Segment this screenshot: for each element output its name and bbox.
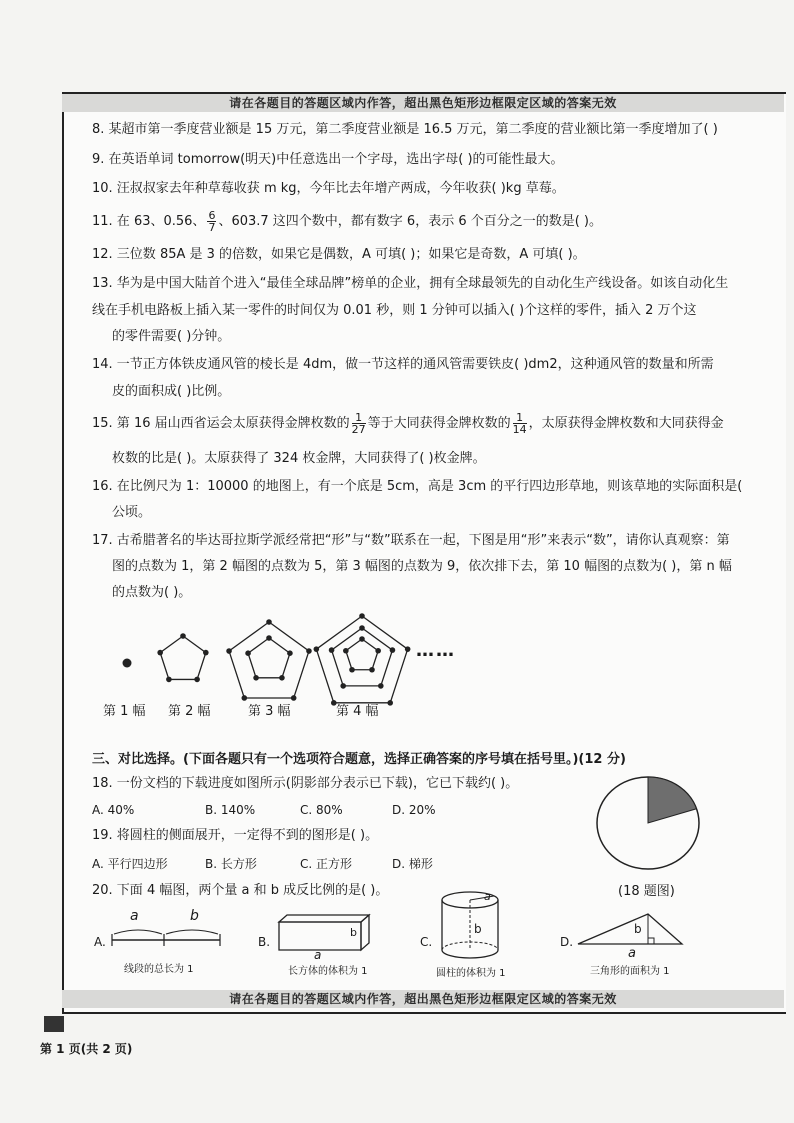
q20-b-label-b: b [350,926,357,939]
q20-figure-c-cylinder [438,890,504,962]
q20-a-label-a: a [130,908,139,924]
figure-1-dot [123,659,132,668]
question-19: 19. 将圆柱的侧面展开，一定得不到的图形是( )。 [92,828,379,843]
q20-d-label-b: b [634,922,642,936]
q20-figure-d-triangle [576,912,686,948]
q20-option-c: C. [420,935,433,949]
q20-c-label-b: b [474,922,482,936]
question-17-line-1: 17. 古希腊著名的毕达哥拉斯学派经常把“形”与“数”联系在一起，下图是用“形”来表示“数”，请你认真观察：第 [92,533,730,548]
download-pie-chart [594,778,702,872]
question-9: 9. 在英语单词 tomorrow(明天)中任意选出一个字母，选出字母( )的可能性最大。 [92,152,564,167]
figure-4-outer-pentagon-dot [314,646,320,652]
figure-3-outer-pentagon-dot [226,648,232,654]
figure-3-inner-pentagon-dot [287,650,293,656]
figure-3-inner-pentagon-dot [266,635,272,641]
figure-4-inner-pentagon-dot [369,667,375,673]
figure-3-outer-pentagon [229,622,309,698]
q19-option-b: B. 长方形 [205,857,257,871]
figure-4-inner-pentagon-dot [359,636,365,642]
question-15-line-1: 15. 第 16 届山西省运会太原获得金牌枚数的 $\frac{1}{27}$ 等于大同获得金牌枚数的 $\frac{1}{14}$ ，太原获得金牌枚数和大同获得金 [92,411,724,436]
question-14-line-1: 14. 一节正方体铁皮通风管的棱长是 4dm，做一节这样的通风管需要铁皮( )dm2，这种通风管的数量和所需 [92,357,714,372]
fraction-1-14: $\frac{1}{14}$ [512,411,527,436]
question-13-line-1: 13. 华为是中国大陆首个进入“最佳全球品牌”榜单的企业，拥有全球最领先的自动化生产线设备。如该自动化生 [92,276,729,291]
q18-option-a: A. 40% [92,803,135,817]
figure-4-inner-pentagon-dot [375,648,381,654]
question-18: 18. 一份文档的下载进度如图所示(阴影部分表示已下载)，它已下载约( )。 [92,776,519,791]
figure-3-inner-pentagon-dot [253,675,259,681]
figure-2-pentagon-dot [203,650,209,656]
figure-4-inner-pentagon [346,639,378,670]
question-16-line-2: 公顷。 [112,505,152,520]
fraction-1-27: $\frac{1}{27}$ [351,411,366,436]
figure-2-pentagon-dot [194,677,200,683]
footer-notice: 请在各题目的答题区域内作答，超出黑色矩形边框限定区域的答案无效 [62,990,784,1008]
figure-4-outer-pentagon-dot [359,613,365,619]
q20-figure-b-cuboid [275,912,375,952]
q19-option-c: C. 正方形 [300,857,353,871]
ellipsis: …… [416,640,456,661]
figure-3-inner-pentagon [248,638,290,678]
figure-4-middle-pentagon-dot [390,647,396,653]
question-13-line-2: 线在手机电路板上插入某一零件的时间仅为 0.01 秒，则 1 分钟可以插入( )个这样的零件，插入 2 万个这 [92,303,697,318]
figure-3-outer-pentagon-dot [291,695,297,701]
figure-4-outer-pentagon-dot [387,700,393,706]
figure-3-outer-pentagon-dot [242,695,248,701]
figure-3-inner-pentagon-dot [279,675,285,681]
pentagon-group [160,616,407,703]
question-16-line-1: 16. 在比例尺为 1：10000 的地图上，有一个底是 5cm，高是 3cm 的平行四边形草地，则该草地的实际面积是( [92,479,743,494]
page-number: 第 1 页(共 2 页) [40,1042,133,1056]
figure-4-middle-pentagon-dot [359,625,365,631]
q20-caption-b: 长方体的体积为 1 [288,966,368,977]
q19-option-d: D. 梯形 [392,857,433,871]
question-12: 12. 三位数 85A 是 3 的倍数，如果它是偶数，A 可填( )；如果它是奇数，A 可填( )。 [92,247,586,262]
figure-3-outer-pentagon-dot [306,648,312,654]
figure-label-3: 第 3 幅 [248,704,291,719]
q19-option-a: A. 平行四边形 [92,857,168,871]
figure-label-2: 第 2 幅 [168,704,211,719]
figure-4-middle-pentagon-dot [340,683,346,689]
q20-option-a: A. [94,935,106,949]
q20-c-label-a: a [484,890,491,903]
q20-option-b: B. [258,935,271,949]
figure-label-1: 第 1 幅 [103,704,146,719]
figure-4-inner-pentagon-dot [349,667,355,673]
q18-option-d: D. 20% [392,803,436,817]
fraction-6-7: $\frac{6}{7}$ [208,209,216,234]
question-14-line-2: 皮的面积成( )比例。 [112,384,231,399]
q20-d-label-a: a [628,946,636,961]
section-3-title: 三、对比选择。(下面各题只有一个选项符合题意，选择正确答案的序号填在括号里。)(12 分) [92,752,626,767]
question-17-line-2: 图的点数为 1，第 2 幅图的点数为 5，第 3 幅图的点数为 9，依次排下去，第 10 幅图的点数为( )，第 n 幅 [112,559,732,574]
figure-4-inner-pentagon-dot [343,648,349,654]
q20-caption-d: 三角形的面积为 1 [590,966,670,977]
question-13-line-3: 的零件需要( )分钟。 [112,329,231,344]
question-17-line-3: 的点数为( )。 [112,585,192,600]
q20-a-label-b: b [190,908,199,924]
q18-option-c: C. 80% [300,803,343,817]
figure-2-pentagon-dot [166,677,172,683]
q18-figure-caption: (18 题图) [618,884,675,899]
question-20: 20. 下面 4 幅图，两个量 a 和 b 成反比例的是( )。 [92,883,389,898]
pentagon-vertex-dots [157,613,410,705]
figure-2-pentagon-dot [157,650,163,656]
figure-2-pentagon-dot [180,633,186,639]
figure-3-outer-pentagon-dot [266,619,272,625]
figure-4-middle-pentagon-dot [378,683,384,689]
page-marker-square [44,1016,64,1032]
figure-2-pentagon [160,636,206,679]
q18-option-b: B. 140% [205,803,256,817]
q11-text-a: 11. 在 63、0.56、 [92,214,206,229]
q11-text-b: 、603.7 这四个数中，都有数字 6，表示 6 个百分之一的数是( )。 [218,214,603,229]
q20-caption-c: 圆柱的体积为 1 [436,968,506,979]
question-10: 10. 汪叔叔家去年种草莓收获 m kg，今年比去年增产两成，今年收获( )kg 草莓。 [92,181,565,196]
question-15-line-2: 枚数的比是( )。太原获得了 324 枚金牌，大同获得了( )枚金牌。 [112,451,486,466]
figure-4-middle-pentagon-dot [329,647,335,653]
q20-option-d: D. [560,935,574,949]
figure-4-outer-pentagon-dot [405,646,411,652]
figure-label-4: 第 4 幅 [336,704,379,719]
q20-b-label-a: a [314,948,322,962]
question-8: 8. 某超市第一季度营业额是 15 万元，第二季度营业额是 16.5 万元，第二季度的营业额比第一季度增加了( ) [92,122,718,137]
q20-figure-a-segments [108,912,228,948]
q20-caption-a: 线段的总长为 1 [124,964,194,975]
header-notice: 请在各题目的答题区域内作答，超出黑色矩形边框限定区域的答案无效 [62,94,784,112]
figure-3-inner-pentagon-dot [245,650,251,656]
